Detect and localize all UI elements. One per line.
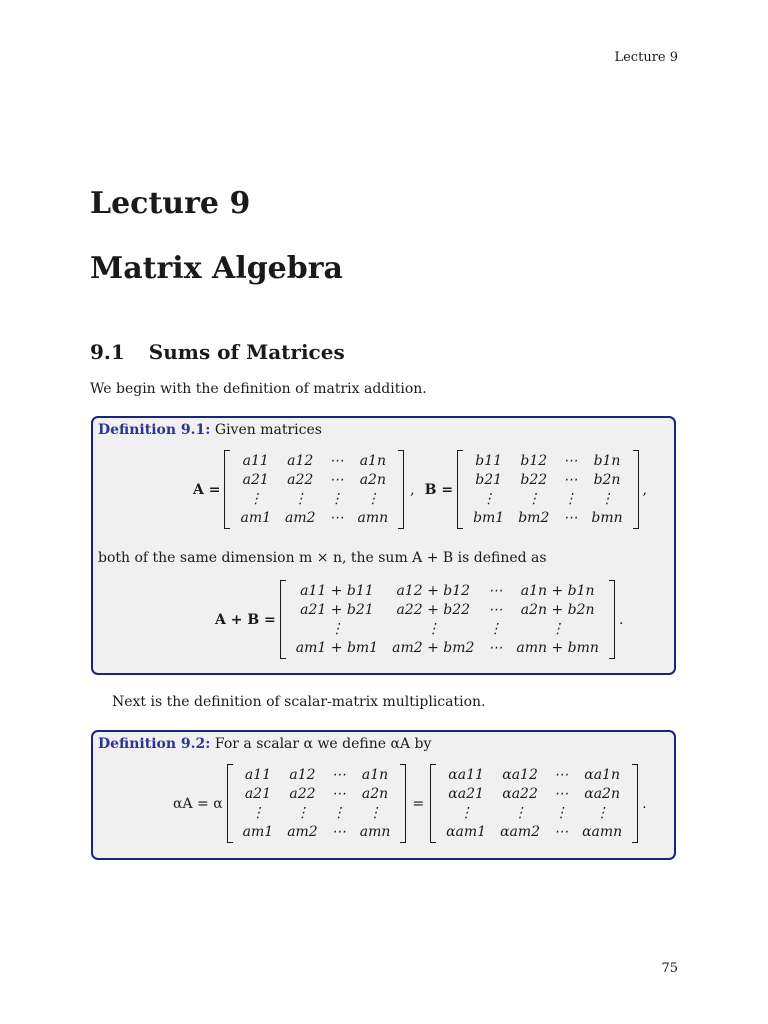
matrix-cell: ⋯ [329,472,344,488]
matrix-cell: a21 [244,786,271,802]
matrix-cell: b12 [520,453,548,469]
matrix-cell: ⋮ [550,621,565,637]
matrix-cell: ⋯ [563,472,578,488]
matrix-cell: ⋮ [554,805,569,821]
matrix-cell: a21 + b21 [300,602,374,618]
matrix-cell: αa22 [502,786,538,802]
definition-label: Definition 9.2: [98,736,211,752]
matrix-cell: a1n + b1n [520,583,595,599]
matrix-cell: a11 + b11 [300,583,374,599]
matrix-cell: a22 + b22 [396,602,471,618]
matrix-cell: ⋮ [248,491,263,507]
chapter-title: Matrix Algebra [90,251,343,286]
matrix-cell: amn [357,510,389,526]
matrix-sum [280,580,615,659]
matrix-cell: a2n [361,786,389,802]
matrix-cell: ⋮ [563,491,578,507]
matrix-cell: ⋮ [365,491,380,507]
definition-label: Definition 9.1: [98,422,211,438]
matrix-cell: am2 [287,824,318,840]
matrix-b [457,450,639,529]
matrix-cell: ⋮ [459,805,474,821]
definition-lead-text: For a scalar α we define αA by [214,736,432,752]
matrix-cell: ⋮ [595,805,610,821]
matrix-cell: αa11 [448,767,484,783]
comma: , [642,481,648,498]
matrix-cell: ⋮ [426,621,441,637]
scalar-lhs: αA = α [173,795,223,812]
matrix-cell: a12 + b12 [396,583,471,599]
equals-sign: = [412,795,425,812]
matrix-cell: αa21 [448,786,484,802]
definition-9-1-mid-text: both of the same dimension m × n, the sum A + B is defined as [98,550,547,566]
matrix-cell: ⋮ [293,491,308,507]
section-title: Sums of Matrices [148,340,345,364]
matrix-cell: ⋯ [563,453,578,469]
matrix-a-name: A = [193,481,221,498]
matrix-cell: a11 [244,767,271,783]
matrix-cell: ⋮ [488,621,503,637]
matrix-cell: αa2n [584,786,620,802]
matrix-cell: am1 + bm1 [295,640,379,656]
matrix-cell: ⋯ [554,767,569,783]
matrix-sum-equation [215,580,623,659]
matrix-cell: a22 [287,472,314,488]
matrix-cell: ⋮ [526,491,541,507]
matrix-cell: am2 + bm2 [392,640,475,656]
matrix-scaled [430,764,638,843]
matrix-cell: amn + bmn [516,640,599,656]
matrix-cell: ⋯ [554,786,569,802]
definition-box-9-2 [91,730,676,860]
section-heading [90,340,345,364]
matrix-cell: bmn [591,510,623,526]
matrix-cell: b21 [475,472,503,488]
matrix-cell: am1 [240,510,271,526]
matrix-cell: ⋯ [488,602,503,618]
period: . [618,611,624,628]
matrix-cell: a2n [359,472,386,488]
matrix-cell: am2 [285,510,316,526]
matrix-cell: am1 [242,824,274,840]
matrix-cell: b2n [593,472,621,488]
matrix-cell: a21 [242,472,269,488]
matrix-cell: ⋯ [331,767,346,783]
matrix-cell: ⋯ [554,824,569,840]
matrix-cell: amn [359,824,391,840]
page-number: 75 [661,961,678,976]
comma: , [410,481,415,498]
intro-paragraph: We begin with the definition of matrix addition. [90,381,427,397]
matrix-cell: a2n + b2n [520,602,595,618]
matrix-cell: ⋯ [488,583,503,599]
matrix-cell: ⋯ [331,786,346,802]
matrix-cell: bm2 [518,510,550,526]
matrix-cell: b1n [593,453,621,469]
matrix-a-original [227,764,407,843]
matrix-cell: αamn [582,824,623,840]
matrix-cell: ⋮ [481,491,496,507]
matrix-b-name: B = [424,481,454,498]
matrix-cell: ⋮ [250,805,265,821]
matrix-cell: b22 [520,472,548,488]
matrix-a [224,450,404,529]
matrices-a-b-equation [193,450,647,529]
matrix-cell: b11 [475,453,503,469]
matrix-cell: a12 [287,453,314,469]
matrix-cell: ⋮ [331,805,346,821]
period: . [642,795,647,812]
section-number: 9.1 [90,340,125,364]
matrix-cell: ⋯ [488,640,503,656]
scalar-multiplication-equation [173,764,647,843]
matrix-cell: ⋮ [600,491,614,507]
matrix-cell: ⋮ [368,805,383,821]
matrix-cell: αam1 [446,824,487,840]
matrix-cell: ⋯ [331,824,346,840]
matrix-cell: αam2 [500,824,541,840]
matrix-cell: αa1n [584,767,620,783]
definition-lead-text: Given matrices [214,422,322,438]
definition-9-1-lead [98,422,322,438]
matrix-cell: a22 [289,786,316,802]
matrix-cell: αa12 [502,767,538,783]
matrix-cell: a1n [361,767,389,783]
chapter-label: Lecture 9 [90,186,251,221]
matrix-cell: ⋯ [329,453,344,469]
matrix-cell: ⋮ [295,805,310,821]
middle-paragraph: Next is the definition of scalar-matrix multiplication. [112,694,486,710]
matrix-cell: a12 [289,767,316,783]
matrix-cell: a11 [242,453,269,469]
definition-box-9-1 [91,416,676,675]
matrix-cell: ⋮ [513,805,528,821]
sum-name: A + B = [215,611,276,628]
matrix-cell: ⋯ [329,510,344,526]
running-header: Lecture 9 [614,50,678,65]
matrix-cell: a1n [359,453,386,469]
matrix-cell: ⋮ [329,491,344,507]
matrix-cell: bm1 [473,510,505,526]
definition-9-2-lead [98,736,431,752]
matrix-cell: ⋯ [563,510,578,526]
matrix-cell: ⋮ [329,621,344,637]
